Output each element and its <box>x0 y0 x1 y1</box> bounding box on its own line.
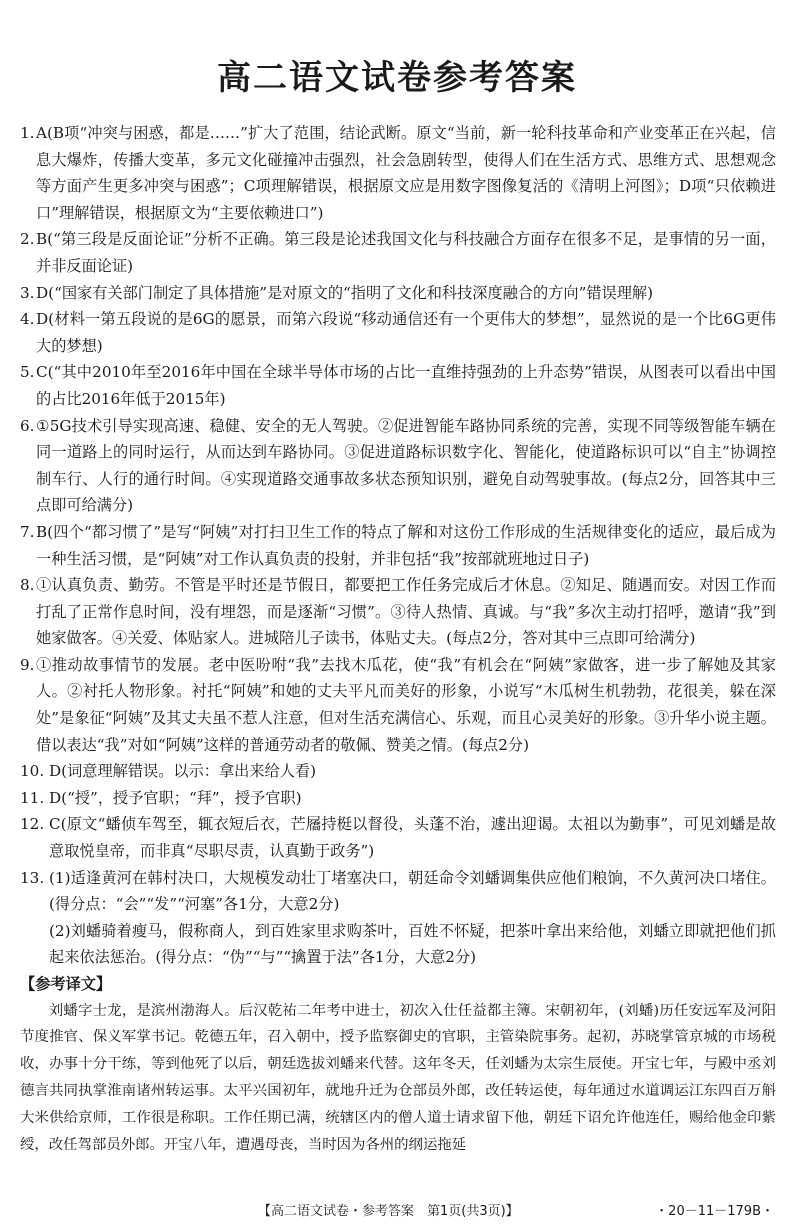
answer-item <box>20 226 776 279</box>
answer-number: 9. <box>20 655 35 674</box>
answer-number: 8. <box>20 576 35 595</box>
answer-text: ①认真负责、勤劳。不管是平时还是节假日，都要把工作任务完成后才休息。②知足、随遇而安。对因工作而打乱了正常作息时间，没有埋怨，而是逐渐“习惯”。③待人热情、真诚。与“我”多次主动打招呼，邀请“我”到她家做客。④关爱、体贴家人。进城陪儿子读书，体贴丈夫。(每点2分，答对其中三点即可给满分) <box>36 576 776 648</box>
footer-page-info: 【高二语文试卷・参考答案 第1页(共3页)】 <box>258 1204 519 1219</box>
answer-item <box>20 306 776 359</box>
answer-text: ①5G技术引导实现高速、稳健、安全的无人驾驶。②促进智能车路协同系统的完善，实现不同等级智能车辆在同一道路上的同时运行，从而达到车路协同。③促进道路标识数字化、智能化，使道路标识可以“自主”协调控制车行、人行的通行时间。④实现道路交通事故多状态预知识别，避免自动驾驶事故。(每点2分，回答其中三点即可给满分) <box>36 416 776 515</box>
answer-number: 3. <box>20 283 35 302</box>
answer-item <box>20 280 776 307</box>
footer-code: ・20－11－179B・ <box>655 1204 774 1219</box>
answer-number: 13. <box>20 868 45 887</box>
answer-text: (1)适逢黄河在韩村决口，大规模发动壮丁堵塞决口，朝廷命令刘蟠调集供应他们粮饷，不久黄河决口堵住。(得分点：“会”“发”“河塞”各1分，大意2分) <box>49 868 776 914</box>
answer-item <box>20 572 776 652</box>
answer-number: 2. <box>20 230 35 249</box>
answer-text: ①推动故事情节的发展。老中医吩咐“我”去找木瓜花，使“我”有机会在“阿姨”家做客，进一步了解她及其家人。②衬托人物形象。衬托“阿姨”和她的丈夫平凡而美好的形象，小说写“木瓜树生机勃勃，花很美，躲在深处”是象征“阿姨”及其丈夫虽不惹人注意，但对生活充满信心、乐观，而且心灵美好的形象。③升华小说主题。借以表达“我”对如“阿姨”这样的普通劳动者的敬佩、赞美之情。(每点2分) <box>36 655 776 754</box>
answer-number: 1. <box>20 124 35 142</box>
answer-item <box>20 865 776 918</box>
answer-text: B(“第三段是反面论证”分析不正确。第三段是论述我国文化与科技融合方面存在很多不足，是事情的另一面，并非反面论证) <box>36 230 776 275</box>
answer-text: D(“国家有关部门制定了具体措施”是对原文的“指明了文化和科技深度融合的方向”错误理解) <box>36 283 654 302</box>
answer-number: 5. <box>20 363 35 382</box>
answer-item <box>20 811 776 864</box>
page-footer <box>0 1202 794 1222</box>
answer-text: C(“其中2010年至2016年中国在全球半导体市场的占比一直维持强劲的上升态势”错误，从图表可以看出中国的占比2016年低于2015年) <box>36 363 776 408</box>
answer-text: D(“授”，授予官职；“拜”，授予官职) <box>49 788 302 807</box>
answer-item <box>20 758 776 785</box>
answer-number: 6. <box>20 416 35 435</box>
answer-text: D(词意理解错误。以示：拿出来给人看) <box>49 762 317 781</box>
answer-number: 7. <box>20 522 35 541</box>
answer-number: 10. <box>20 762 45 781</box>
answer-number: 12. <box>20 815 45 834</box>
answer-text: (2)刘蟠骑着瘦马，假称商人，到百姓家里求购茶叶，百姓不怀疑，把茶叶拿出来给他，刘蟠立即就把他们抓起来依法惩治。(得分点：“伪”“与”“擒置于法”各1分，大意2分) <box>49 921 776 967</box>
answer-item <box>20 652 776 758</box>
answer-text: C(原文“蟠侦车驾至，辄衣短后衣，芒屩持梃以督役，头蓬不治，遽出迎谒。太祖以为勤事”，可见刘蟠是故意取悦皇帝，而非真“尽职尽责，认真勤于政务”) <box>49 815 776 861</box>
answer-text: D(材料一第五段说的是6G的愿景，而第六段说“移动通信还有一个更伟大的梦想”，显然说的是一个比6G更伟大的梦想) <box>36 310 776 355</box>
answer-subitem <box>20 918 776 971</box>
answer-item <box>20 413 776 519</box>
answer-text: A(B项“冲突与困惑，都是……”扩大了范围，结论武断。原文“当前，新一轮科技革命和产业变革正在兴起，信息大爆炸，传播大变革，多元文化碰撞冲击强烈，社会急剧转型，使得人们在生活方式、思维方式、思想观念等方面产生更多冲突与困惑”；C项理解错误，根据原文应是用数字图像复活的《清明上河图》；D项“只依赖进口”理解错误，根据原文为“主要依赖进口”) <box>36 124 776 222</box>
answer-item <box>20 359 776 412</box>
translation-heading: 【参考译文】 <box>20 975 112 993</box>
page-title: 高二语文试卷参考答案 <box>217 58 577 98</box>
answer-number: 4. <box>20 310 35 329</box>
answer-list <box>20 120 776 1158</box>
answer-text: B(四个“都习惯了”是写“阿姨”对打扫卫生工作的特点了解和对这份工作形成的生活规律变化的适应，最后成为一种生活习惯，是“阿姨”对工作认真负责的投射，并非包括“我”按部就班地过日子) <box>36 522 776 568</box>
answer-item <box>20 120 776 226</box>
answer-item <box>20 519 776 572</box>
answer-item <box>20 785 776 812</box>
answer-number: 11. <box>20 788 45 807</box>
translation-paragraph: 刘蟠字士龙，是滨州渤海人。后汉乾祐二年考中进士，初次入仕任益都主簿。宋朝初年，(刘蟠)历任安远军及河阳节度推官、保义军掌书记。乾德五年，召入朝中，授予监察御史的官职，主管染院事务。起初，苏晓掌管京城的市场税收，办事十分干练，等到他死了以后，朝廷选拔刘蟠来代替。这年冬天，任刘蟠为太宗生辰使。开宝七年，与殿中丞刘德言共同执掌淮南诸州转运事。太平兴国初年，就地升迁为仓部员外郎，改任转运使，每年通过水道调运江东四百万斛大米供给京师，工作很是称职。工作任期已满，统辖区内的僧人道士请求留下他，朝廷下诏允许他连任，赐给他金印紫绶，改任驾部员外郎。开宝八年，遭遇母丧，当时因为各州的纲运拖延 <box>20 1002 776 1153</box>
